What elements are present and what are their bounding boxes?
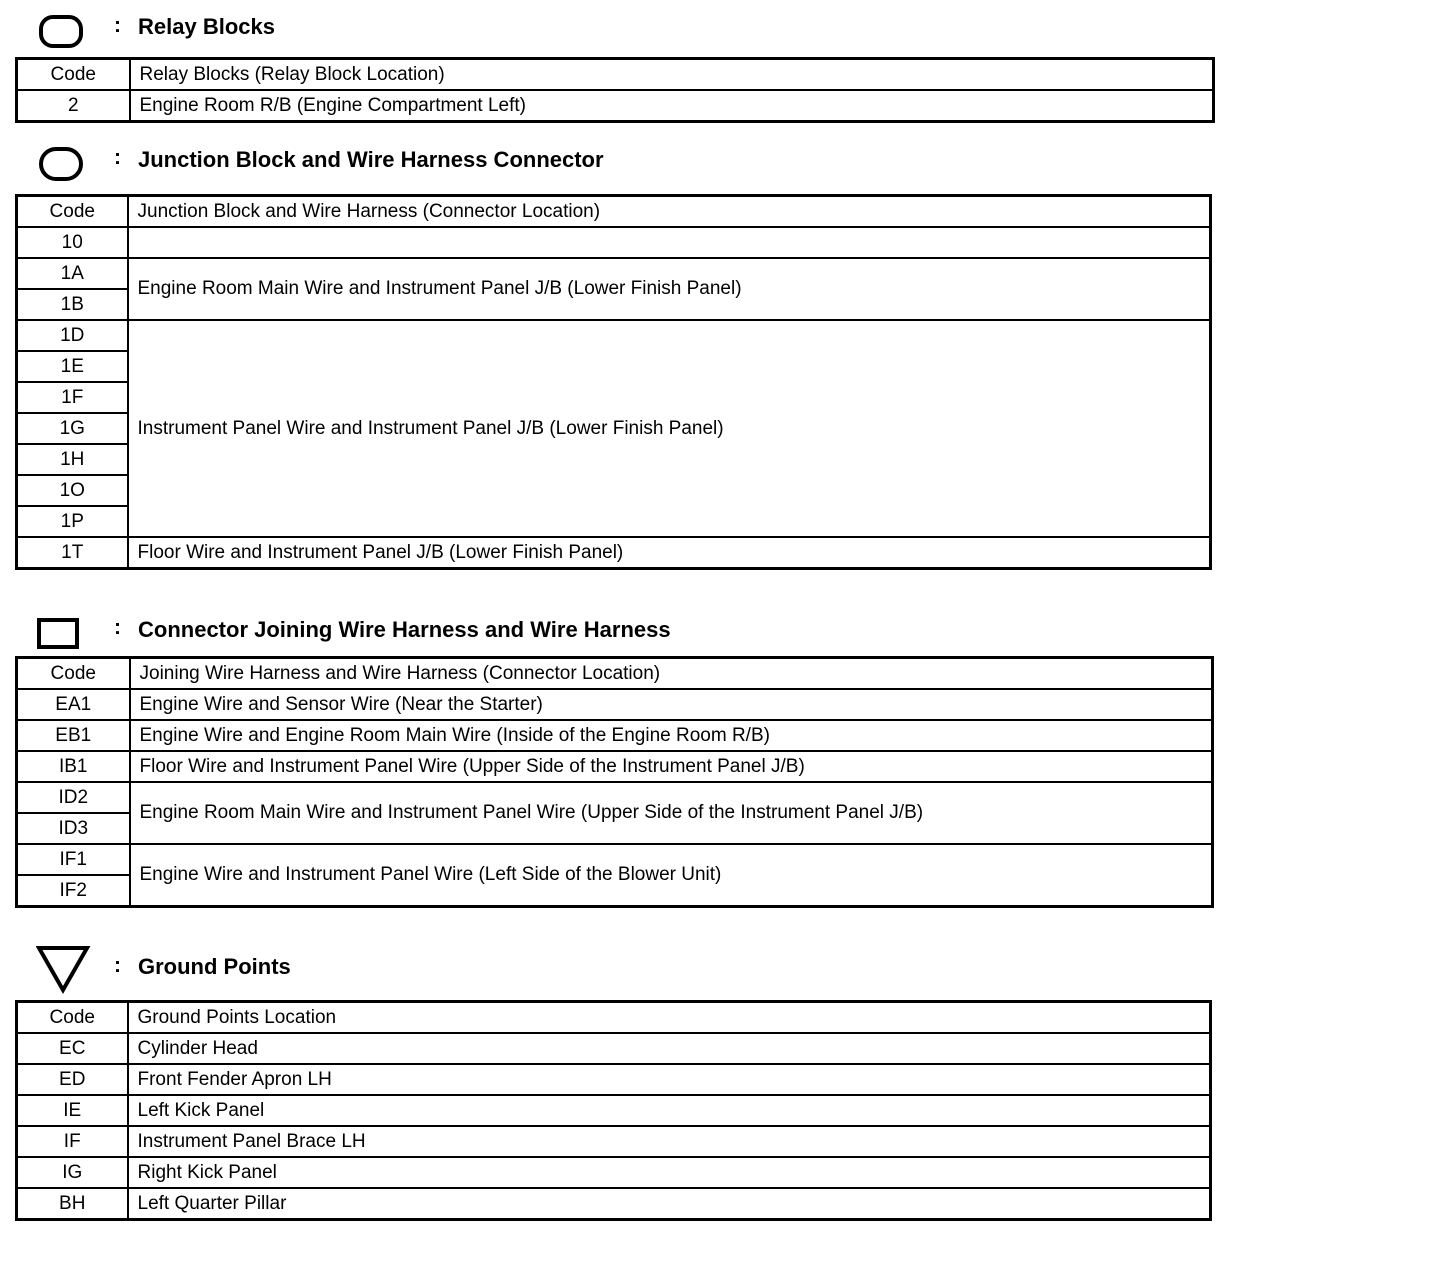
table-header-row	[17, 1002, 1211, 1034]
section-colon: :	[114, 146, 121, 169]
code-cell: ID2	[17, 782, 130, 813]
table-header-row	[17, 196, 1211, 228]
section-title: Relay Blocks	[138, 14, 275, 39]
table-header-row	[17, 658, 1213, 690]
code-cell: 1G	[17, 413, 128, 444]
code-cell: 1D	[17, 320, 128, 351]
table-row	[17, 537, 1211, 569]
code-cell: 1B	[17, 289, 128, 320]
location-cell: Engine Wire and Engine Room Main Wire (Inside of the Engine Room R/B)	[130, 720, 1213, 751]
code-cell: ED	[17, 1064, 128, 1095]
table-row	[17, 1064, 1211, 1095]
code-cell: IF2	[17, 875, 130, 907]
table-row	[17, 1095, 1211, 1126]
table-row	[17, 90, 1214, 122]
code-cell: 1T	[17, 537, 128, 569]
ground-point-triangle-icon	[36, 944, 92, 996]
location-header: Joining Wire Harness and Wire Harness (Connector Location)	[130, 658, 1213, 690]
section-title: Connector Joining Wire Harness and Wire Harness	[138, 617, 671, 642]
code-cell: EB1	[17, 720, 130, 751]
table-row	[17, 1188, 1211, 1220]
table-row	[17, 844, 1213, 875]
code-cell: 1O	[17, 475, 128, 506]
code-header: Code	[17, 59, 130, 91]
table-row	[17, 720, 1213, 751]
location-cell: Front Fender Apron LH	[128, 1064, 1211, 1095]
table-row	[17, 258, 1211, 289]
code-header: Code	[17, 658, 130, 690]
table-row	[17, 1126, 1211, 1157]
code-cell: IB1	[17, 751, 130, 782]
location-cell: Left Quarter Pillar	[128, 1188, 1211, 1220]
code-header: Code	[17, 196, 128, 228]
code-cell: 1H	[17, 444, 128, 475]
connector-joining-table	[15, 656, 1214, 908]
table-row	[17, 751, 1213, 782]
code-cell: ID3	[17, 813, 130, 844]
table-row	[17, 320, 1211, 351]
location-cell: Floor Wire and Instrument Panel Wire (Upper Side of the Instrument Panel J/B)	[130, 751, 1213, 782]
code-cell: BH	[17, 1188, 128, 1220]
location-cell: Cylinder Head	[128, 1033, 1211, 1064]
code-cell: IF	[17, 1126, 128, 1157]
code-cell: IF1	[17, 844, 130, 875]
table-row	[17, 1033, 1211, 1064]
section-header-connector-joining	[36, 610, 936, 658]
table-row	[17, 689, 1213, 720]
code-cell: IG	[17, 1157, 128, 1188]
section-colon: :	[114, 616, 121, 639]
table-header-row	[17, 59, 1214, 91]
table-row	[17, 227, 1211, 258]
location-cell	[128, 227, 1211, 258]
code-cell: EC	[17, 1033, 128, 1064]
location-header: Ground Points Location	[128, 1002, 1211, 1034]
section-header-relay-blocks	[36, 8, 936, 56]
location-cell: Instrument Panel Wire and Instrument Panel J/B (Lower Finish Panel)	[128, 320, 1211, 537]
code-cell: 1A	[17, 258, 128, 289]
relay-block-symbol-icon	[36, 12, 86, 52]
location-cell: Engine Room Main Wire and Instrument Panel J/B (Lower Finish Panel)	[128, 258, 1211, 320]
code-cell: IE	[17, 1095, 128, 1126]
junction-block-table	[15, 194, 1212, 570]
location-cell: Left Kick Panel	[128, 1095, 1211, 1126]
code-cell: 10	[17, 227, 128, 258]
table-row	[17, 782, 1213, 813]
location-header: Junction Block and Wire Harness (Connector Location)	[128, 196, 1211, 228]
code-header: Code	[17, 1002, 128, 1034]
junction-block-symbol-icon	[36, 144, 86, 184]
section-title: Junction Block and Wire Harness Connector	[138, 147, 604, 172]
location-cell: Right Kick Panel	[128, 1157, 1211, 1188]
location-cell: Engine Wire and Sensor Wire (Near the Starter)	[130, 689, 1213, 720]
section-header-junction-block	[36, 142, 936, 190]
code-cell: 1P	[17, 506, 128, 537]
location-cell: Engine Room Main Wire and Instrument Panel Wire (Upper Side of the Instrument Panel J/B)	[130, 782, 1213, 844]
code-cell: EA1	[17, 689, 130, 720]
connector-symbol-icon	[36, 614, 86, 656]
ground-points-table	[15, 1000, 1212, 1221]
section-colon: :	[114, 954, 121, 977]
location-cell: Instrument Panel Brace LH	[128, 1126, 1211, 1157]
location-cell: Engine Wire and Instrument Panel Wire (Left Side of the Blower Unit)	[130, 844, 1213, 907]
code-cell: 2	[17, 90, 130, 122]
section-colon: :	[114, 14, 121, 37]
section-header-ground-points	[36, 944, 936, 992]
code-cell: 1F	[17, 382, 128, 413]
location-cell: Engine Room R/B (Engine Compartment Left)	[130, 90, 1214, 122]
relay-blocks-table	[15, 57, 1215, 123]
table-row	[17, 1157, 1211, 1188]
location-header: Relay Blocks (Relay Block Location)	[130, 59, 1214, 91]
location-cell: Floor Wire and Instrument Panel J/B (Lower Finish Panel)	[128, 537, 1211, 569]
code-cell: 1E	[17, 351, 128, 382]
section-title: Ground Points	[138, 954, 291, 979]
